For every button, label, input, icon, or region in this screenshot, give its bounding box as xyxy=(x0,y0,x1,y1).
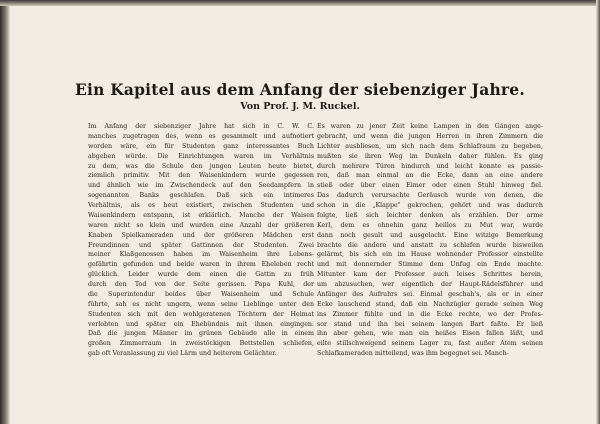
text-line: ihn aber gehen, wie man ein heißes Eisen fallen läßt, und xyxy=(317,330,543,338)
text-line: Waisenkindern entspann, ist erklärlich. Manche der Waisen xyxy=(88,211,314,219)
text-line: Anfänger des Aufruhrs sei. Einmal geschah's, als er in einer xyxy=(317,290,543,298)
text-line: meiner Klaßgenossen haben im Waisenheim ihre Lebens- xyxy=(88,251,314,259)
text-line: großen Zimmerraum in zweistöckigen Bettstellen schliefen, xyxy=(88,340,314,348)
text-line: Im Anfang der siebenziger Jahre hat sich in C. W. C. xyxy=(88,123,314,130)
text-line: ins Zimmer fühlte und in die Ecke rechte, wo der Profes- xyxy=(317,310,543,318)
text-line: folgte, ließ sich leichter denken als erzählen. Der arme xyxy=(317,211,543,219)
text-line: und ähnlich wie im Zwischendeck auf den Seedampfern in xyxy=(88,182,314,190)
text-line: führte, sah es nicht ungern, wenn seine Lieblinge unter den xyxy=(88,300,314,308)
page-top-shadow xyxy=(0,0,600,6)
text-line: waren nicht so klein und wurden eine Anzahl der größeren xyxy=(88,221,314,229)
page-binding-shadow xyxy=(0,0,10,424)
text-line: Mitunter kam der Professor auch leises Schrittes herein, xyxy=(317,271,543,279)
text-line: abgeben würde. Die Einrichtungen waren im Verhältnis xyxy=(88,152,314,160)
text-line: dann noch gesult und ausgelacht. Eine witzige Bemerkung xyxy=(317,231,543,239)
left-text-column xyxy=(88,122,314,359)
text-line: sogenannten Banks geschlafen. Daß sich ein intimeres xyxy=(88,192,314,200)
text-line: Knaben Spielkameraden und der größeren Mädchen erst xyxy=(88,231,314,239)
text-line: durch den Tod von der Seite gerissen. Papa Kuhl, der xyxy=(88,281,314,288)
text-line: ren, daß man einmal an die Ecke, dann an eine andere xyxy=(317,172,543,180)
text-line: mußten sie ihren Weg im Dunkeln daher fühlen. Es ging xyxy=(317,152,543,160)
text-line: schon in die „Klappe" gekrochen, gehört und was dadurch xyxy=(317,202,543,209)
article-title: Ein Kapitel aus dem Anfang der siebenziger Jahre. xyxy=(75,80,525,99)
page-right-edge xyxy=(596,0,600,424)
text-line: Es waren zu jener Zeit keine Lampen in den Gängen ange- xyxy=(317,123,543,130)
text-line: Kerl, dem es ohnehin ganz heillos zu Mut war, wurde xyxy=(317,221,543,229)
text-line: glücklich. Leider wurde dem einen die Gattin zu früh xyxy=(88,271,314,279)
text-line: brachte die andere und anstatt zu schlafen wurde bisweilen xyxy=(317,241,543,249)
text-line: Lichter ausbliesen, um sich nach dem Schlafraum zu begeben, xyxy=(317,142,543,150)
text-line: ziemlich primitiv. Mit den Waisenkindern wurde gegessen xyxy=(88,172,314,180)
text-line: gebracht, und wenn die jungen Herren in ihren Zimmern die xyxy=(317,132,543,140)
text-line: Freundinnen und später Gattinnen der Studenten. Zwei xyxy=(88,241,314,249)
text-line: um abzusuchen, wer eigentlich der Haupt-Rädelsführer und xyxy=(317,281,543,288)
text-line: Das dadurch verursachte Geräusch wurde von denen, die xyxy=(317,192,543,200)
text-line: eilte stillschweigend seinem Lager zu, fast außer Atem seinen xyxy=(317,340,543,348)
text-line: manches zugetragen des, wenn es gesammelt und aufnotiert xyxy=(88,132,314,140)
text-line: die Superintendur beides über Waisenheim und Schule xyxy=(88,290,314,298)
text-line: worden wäre, ein für Studenten ganz interessantes Buch xyxy=(88,142,314,150)
text-line: Schlafkameraden mitteilend, was ihm begegnet sei. Manch- xyxy=(317,350,509,358)
text-line: gelärmt, bis sich ein im Hause wohnender Professor einstellte xyxy=(317,251,543,259)
text-line: Verhältnis, als es heut existiert, zwischen Studenten und xyxy=(88,202,314,209)
text-line: stieß oder über einen Eimer oder einen Stuhl hinweg fiel. xyxy=(317,182,543,190)
text-line: durch mehrere Türen hindurch und leicht konnte es passie- xyxy=(317,162,543,170)
right-text-column xyxy=(317,122,543,359)
text-line: zu dem, was die Schule den jungen Leuten heute bietet, xyxy=(88,162,314,170)
article-author: Von Prof. J. M. Ruckel. xyxy=(240,101,360,112)
text-line: gab oft Veranlassung zu viel Lärm und heiterem Gelächter. xyxy=(88,350,277,358)
text-line: Ecke lauschend stand, daß ein Nachzügler gerade seinen Weg xyxy=(317,300,543,308)
text-line: sor stand und ihn bei seinem langen Bart faßte. Er ließ xyxy=(317,320,543,328)
text-line: und mit donnernder Stimme dem Unfug ein Ende machte. xyxy=(317,261,543,269)
text-line: Daß die jungen Männer im grünen Gebäude alle in einem xyxy=(88,330,314,338)
text-line: verlobten und später ein Ehebündnis mit ihnen eingingen. xyxy=(88,320,314,328)
text-line: Studenten sich mit den wohlgeratenen Töchtern der Heimat xyxy=(88,310,314,318)
text-line: gefährtin gefunden und beide waren in ihrem Eheleben recht xyxy=(88,261,314,269)
